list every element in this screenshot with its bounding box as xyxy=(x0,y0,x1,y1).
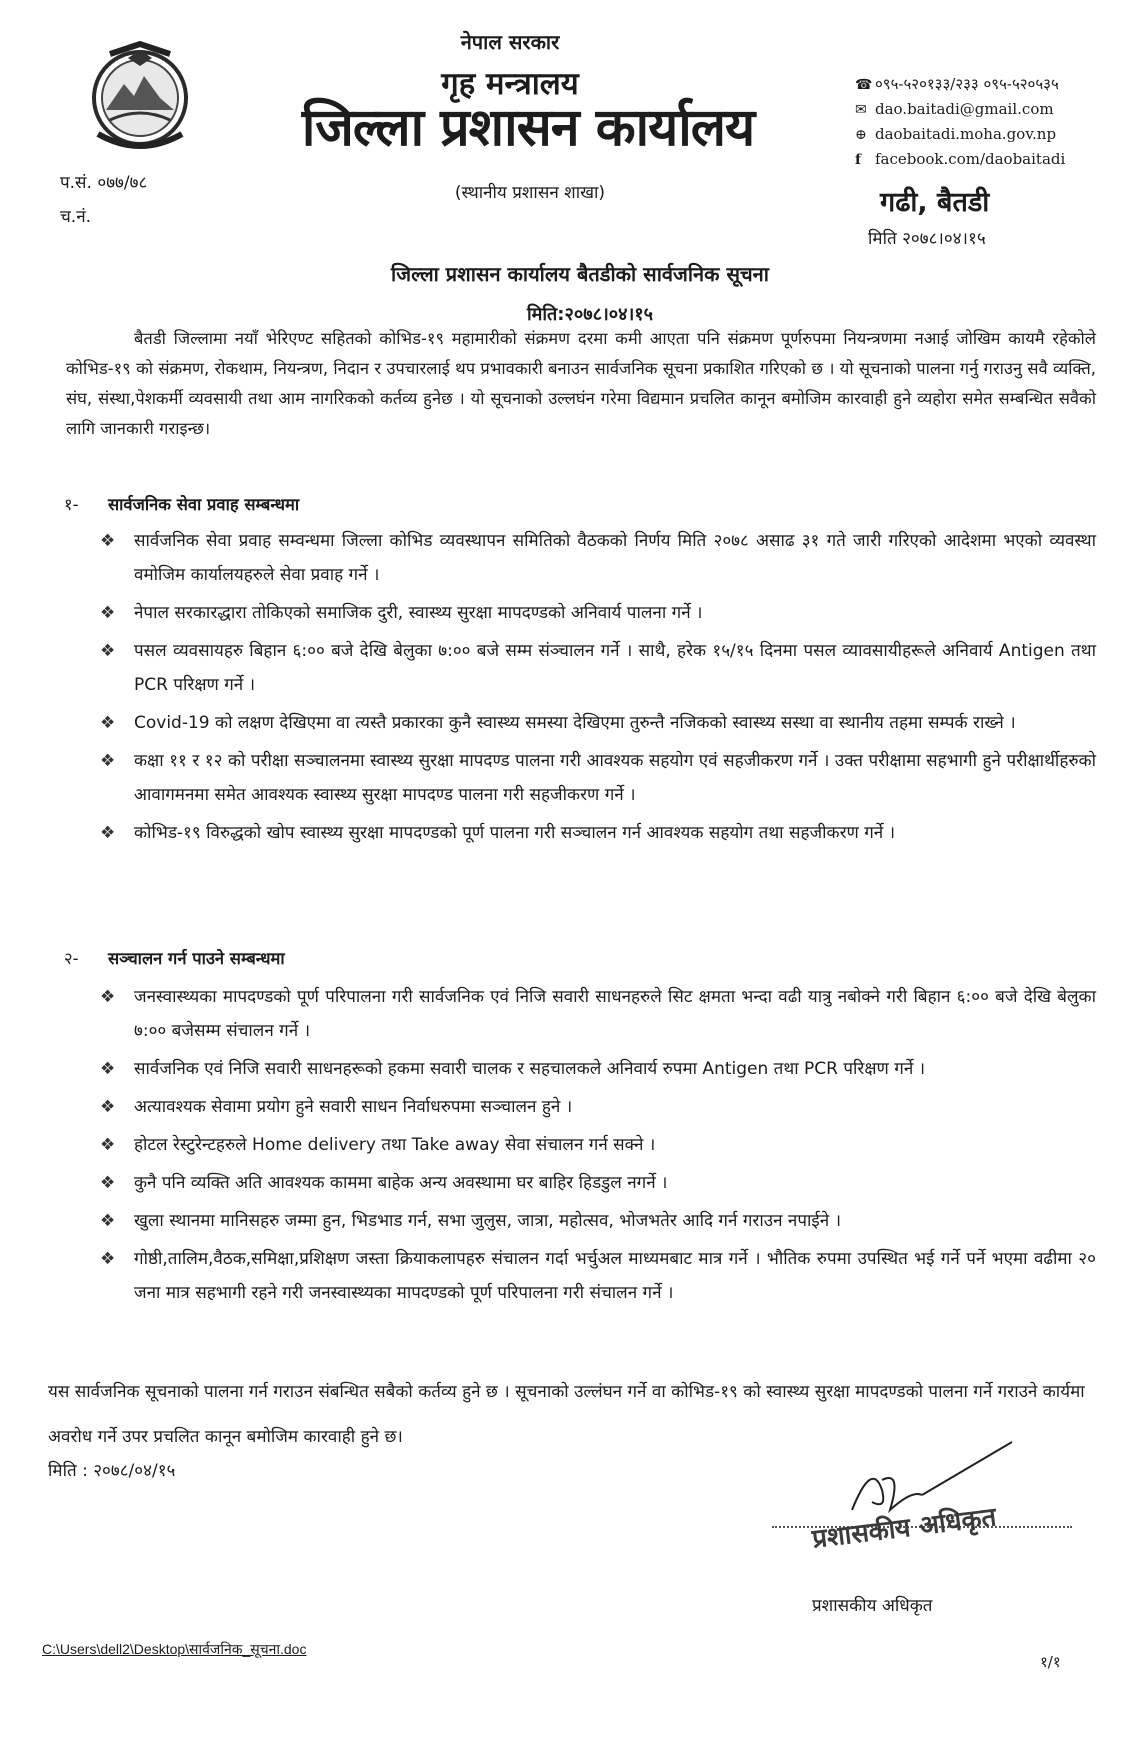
bullet-icon: ❖ xyxy=(100,1211,116,1231)
nepal-emblem-icon xyxy=(80,40,200,152)
list-item xyxy=(100,706,1096,740)
list-item xyxy=(100,980,1096,1048)
bullet-icon: ❖ xyxy=(100,603,116,623)
list-item-text: अत्यावश्यक सेवामा प्रयोग हुने सवारी साधन निर्वाधरुपमा सञ्चालन हुने । xyxy=(134,1097,573,1117)
contact-block xyxy=(855,72,1140,172)
ref-number: प.सं. ०७७/७८ xyxy=(60,173,148,193)
notice-title: जिल्ला प्रशासन कार्यालय बैतडीको सार्वजनिक सूचना xyxy=(391,262,769,286)
list-item-text: कोभिड-१९ विरुद्धको खोप स्वास्थ्य सुरक्षा मापदण्डको पूर्ण पालना गरी सञ्चालन गर्न आवश्यक सहयोग तथा सहजीकरण गर्ने । xyxy=(134,823,896,843)
list-item-text: होटल रेस्टुरेन्टहरुले Home delivery तथा Take away सेवा संचालन गर्न सक्ने । xyxy=(134,1135,656,1155)
branch-name: (स्थानीय प्रशासन शाखा) xyxy=(454,183,606,203)
bullet-icon: ❖ xyxy=(100,531,116,551)
bullet-icon: ❖ xyxy=(100,713,116,733)
list-item xyxy=(100,524,1096,592)
facebook-icon: f xyxy=(855,152,862,168)
section-1-title: सार्वजनिक सेवा प्रवाह सम्बन्धमा xyxy=(108,495,300,514)
list-item xyxy=(100,1204,1096,1238)
file-path: C:\Users\dell2\Desktop\सार्वजनिक_सूचना.doc xyxy=(42,1641,307,1657)
section-1-number: १- xyxy=(64,495,79,514)
bullet-icon: ❖ xyxy=(100,1097,116,1117)
facebook-text[interactable]: facebook.com/daobaitadi xyxy=(875,150,1066,168)
email-icon: ✉ xyxy=(855,102,867,118)
website-row[interactable] xyxy=(855,122,1140,147)
bullet-icon: ❖ xyxy=(100,641,116,661)
closing-date: मिति : २०७८/०४/१५ xyxy=(48,1461,176,1481)
list-item-text: खुला स्थानमा मानिसहरु जम्मा हुन, भिडभाड गर्न, सभा जुलुस, जात्रा, महोत्सव, भोजभतेर आदि गर्न गराउन नपाईने । xyxy=(134,1211,842,1231)
bullet-icon: ❖ xyxy=(100,1173,116,1193)
bullet-icon: ❖ xyxy=(100,987,116,1007)
intro-paragraph: बैतडी जिल्लामा नयाँ भेरिएण्ट सहितको कोभिड-१९ महामारीको संक्रमण दरमा कमी आएता पनि संक्रमण पूर्णरुपमा नियन्त्रणमा नआई जोखिम कायमै रहेकोले कोभिड-१९ को संक्रमण, रोकथाम, नियन्त्रण, निदान र उपचारलाई थप प्रभावकारी बनाउन सार्वजनिक सूचना प्रकाशित गरिएको छ । यो सूचनाको पालना गर्नु गराउनु सवै व्यक्ति, संघ, संस्था,पेशकर्मी व्यवसायी तथा आम नागरिकको कर्तव्य हुनेछ । यो सूचनाको उल्लघंन गरेमा विद्यमान प्रचलित कानून बमोजिम कारवाही हुने व्यहोरा समेत सम्बन्धित सवैको लागि जानकारी गराइन्छ। xyxy=(66,329,1096,438)
list-item xyxy=(100,1128,1096,1162)
page-number: १/१ xyxy=(1040,1653,1061,1671)
section-2-number: २- xyxy=(64,949,79,968)
list-item xyxy=(100,596,1096,630)
officer-stamp: प्रशासकीय अधिकृत xyxy=(810,1502,998,1555)
ministry-name: गृह मन्त्रालय xyxy=(441,66,579,102)
header-date: मिति २०७८।०४।१५ xyxy=(868,229,986,249)
list-item-text: कक्षा ११ र १२ को परीक्षा सञ्चालनमा स्वास्थ्य सुरक्षा मापदण्ड पालना गरी आवश्यक सहयोग एवं सहजीकरण गर्ने । उक्त परीक्षामा सहभागी हुने परीक्षार्थीहरुको आवागमनमा समेत आवश्यक स्वास्थ्य सुरक्षा मापदण्ड पालना गरी सहजीकरण गर्ने । xyxy=(134,751,1096,805)
section-2-title: सञ्चालन गर्न पाउने सम्बन्धमा xyxy=(108,949,285,968)
phone-row xyxy=(855,72,1140,97)
list-item xyxy=(100,1090,1096,1124)
officer-title: प्रशासकीय अधिकृत xyxy=(812,1596,933,1616)
closing-paragraph: यस सार्वजनिक सूचनाको पालना गर्न गराउन संबन्धित सबैको कर्तव्य हुने छ । सूचनाको उल्लंघन गर्ने वा कोभिड-१९ को स्वास्थ्य सुरक्षा मापदण्डको पालना गर्ने गराउने कार्यमा अवरोध गर्ने उपर प्रचलित कानून बमोजिम कारवाही हुने छ। xyxy=(48,1382,1085,1447)
list-item-text: नेपाल सरकारद्धारा तोकिएको समाजिक दुरी, स्वास्थ्य सुरक्षा मापदण्डको अनिवार्य पालना गर्ने । xyxy=(134,603,703,623)
list-item-text: Covid-19 को लक्षण देखिएमा वा त्यस्तै प्रकारका कुनै स्वास्थ्य समस्या देखिएमा तुरुन्तै नजिकको स्वास्थ्य सस्था वा स्थानीय तहमा सम्पर्क राख्ने । xyxy=(134,713,1016,733)
list-item xyxy=(100,634,1096,702)
website-text[interactable]: daobaitadi.moha.gov.np xyxy=(875,125,1057,143)
email-text[interactable]: dao.baitadi@gmail.com xyxy=(875,100,1054,118)
dispatch-number: च.नं. xyxy=(60,207,92,227)
email-row[interactable] xyxy=(855,97,1140,122)
list-item xyxy=(100,1242,1096,1310)
list-item-text: कुनै पनि व्यक्ति अति आवश्यक काममा बाहेक अन्य अवस्थामा घर बाहिर हिडडुल नगर्ने । xyxy=(134,1173,668,1193)
office-location: गढी, बैतडी xyxy=(880,187,990,218)
phone-icon: ☎ xyxy=(855,77,873,93)
list-item xyxy=(100,1166,1096,1200)
government-name: नेपाल सरकार xyxy=(460,30,560,54)
list-item-text: सार्वजनिक सेवा प्रवाह सम्वन्धमा जिल्ला कोभिड व्यवस्थापन समितिको वैठकको निर्णय मिति २०७८ असाढ ३१ गते जारी गरिएको आदेशमा भएको व्यवस्था वमोजिम कार्यालयहरुले सेवा प्रवाह गर्ने । xyxy=(134,531,1096,585)
section-1-list xyxy=(100,524,1096,854)
list-item-text: सार्वजनिक एवं निजि सवारी साधनहरूको हकमा सवारी चालक र सहचालकले अनिवार्य रुपमा Antigen तथा PCR परिक्षण गर्ने । xyxy=(134,1059,926,1079)
bullet-icon: ❖ xyxy=(100,751,116,771)
reference-block xyxy=(60,166,147,234)
bullet-icon: ❖ xyxy=(100,1059,116,1079)
facebook-row[interactable] xyxy=(855,147,1140,172)
list-item xyxy=(100,816,1096,850)
globe-icon: ⊕ xyxy=(855,127,867,143)
section-2-list xyxy=(100,980,1096,1314)
bullet-icon: ❖ xyxy=(100,1135,116,1155)
notice-date: मिति:२०७८।०४।१५ xyxy=(526,304,654,325)
section-1-heading xyxy=(64,492,299,515)
bullet-icon: ❖ xyxy=(100,1249,116,1269)
list-item-text: पसल व्यवसायहरु बिहान ६:०० बजे देखि बेलुका ७:०० बजे सम्म संञ्चालन गर्ने । साथै, हरेक १५/१५ दिनमा पसल व्यावसायीहरूले अनिवार्य Antigen तथा PCR परिक्षण गर्ने । xyxy=(134,641,1096,695)
list-item xyxy=(100,744,1096,812)
section-2-heading xyxy=(64,946,285,969)
list-item-text: गोष्ठी,तालिम,वैठक,समिक्षा,प्रशिक्षण जस्ता क्रियाकलापहरु संचालन गर्दा भर्चुअल माध्यमबाट मात्र गर्ने । भौतिक रुपमा उपस्थित भई गर्ने पर्ने भएमा वढीमा २० जना मात्र सहभागी रहने गरी जनस्वास्थ्यका मापदण्डको पूर्ण परिपालना गरी संचालन गर्ने । xyxy=(134,1249,1096,1303)
bullet-icon: ❖ xyxy=(100,823,116,843)
phone-text: ०९५-५२०१३३/२३३ ०९५-५२०५३५ xyxy=(875,75,1059,93)
list-item xyxy=(100,1052,1096,1086)
office-name: जिल्ला प्रशासन कार्यालय xyxy=(301,98,755,158)
list-item-text: जनस्वास्थ्यका मापदण्डको पूर्ण परिपालना गरी सार्वजनिक एवं निजि सवारी साधनहरुले सिट क्षमता भन्दा वढी यात्रु नबोक्ने गरी बिहान ६:०० बजे देखि बेलुका ७:०० बजेसम्म संचालन गर्ने । xyxy=(134,987,1096,1041)
